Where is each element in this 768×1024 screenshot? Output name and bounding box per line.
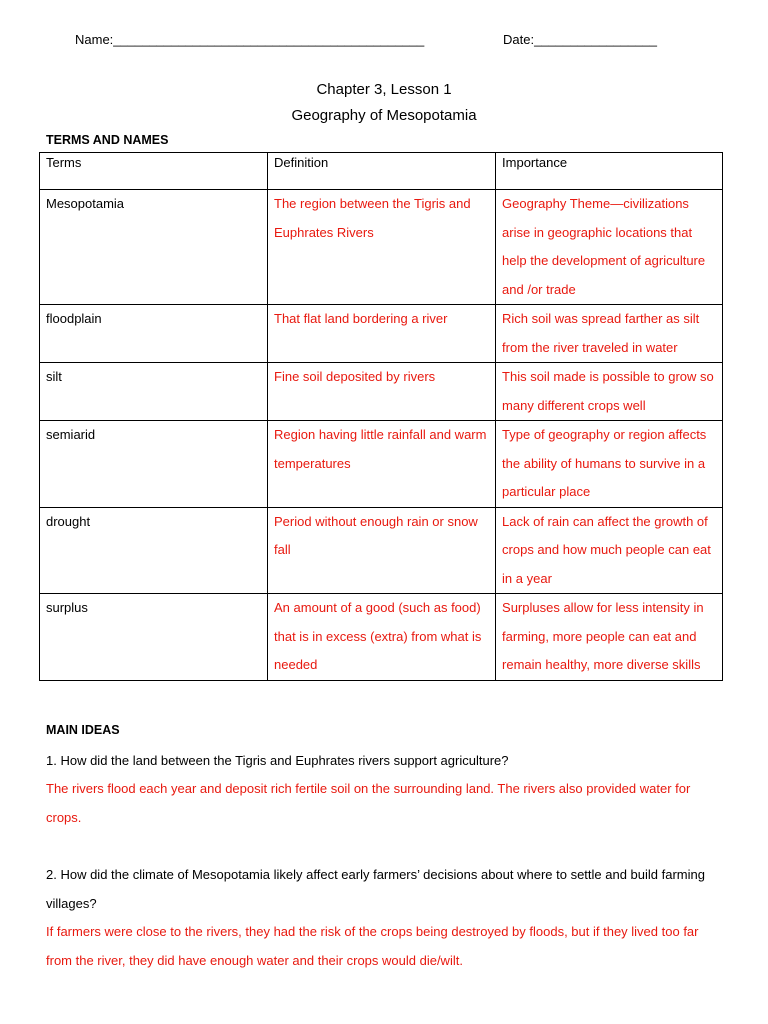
importance-cell: Geography Theme—civilizations arise in geographic locations that help the development of agriculture and /or trade <box>496 190 723 305</box>
importance-cell: Rich soil was spread farther as silt from the river traveled in water <box>496 305 723 363</box>
importance-cell: Type of geography or region affects the ability of humans to survive in a particular place <box>496 421 723 508</box>
definition-cell: Period without enough rain or snow fall <box>268 507 496 594</box>
term-cell: silt <box>40 363 268 421</box>
term-cell: floodplain <box>40 305 268 363</box>
definition-cell: An amount of a good (such as food) that is in excess (extra) from what is needed <box>268 594 496 681</box>
importance-cell: Lack of rain can affect the growth of crops and how much people can eat in a year <box>496 507 723 594</box>
definition-cell: Fine soil deposited by rivers <box>268 363 496 421</box>
table-header-row <box>40 153 723 190</box>
answer-2: If farmers were close to the rivers, they had the risk of the crops being destroyed by floods, but if they lived too far from the river, they did have enough water and their crops would die/wilt. <box>46 924 699 968</box>
question-2: 2. How did the climate of Mesopotamia likely affect early farmers’ decisions about where to settle and build farming villages? <box>46 867 705 911</box>
importance-cell: This soil made is possible to grow so many different crops well <box>496 363 723 421</box>
term-cell: surplus <box>40 594 268 681</box>
table-row <box>40 421 723 508</box>
main-ideas-heading: MAIN IDEAS <box>46 723 120 737</box>
column-header-terms: Terms <box>40 153 268 190</box>
table-row <box>40 594 723 681</box>
terms-table <box>39 152 723 681</box>
table-row <box>40 363 723 421</box>
header-row <box>75 32 695 50</box>
definition-cell: That flat land bordering a river <box>268 305 496 363</box>
chapter-title: Chapter 3, Lesson 1 <box>316 81 452 98</box>
definition-cell: Region having little rainfall and warm temperatures <box>268 421 496 508</box>
terms-section-heading: TERMS AND NAMES <box>46 133 169 147</box>
term-cell: semiarid <box>40 421 268 508</box>
question-1: 1. How did the land between the Tigris and Euphrates rivers support agriculture? <box>46 753 509 768</box>
name-field-label[interactable]: Name:___________________________________________ <box>75 32 425 47</box>
column-header-definition: Definition <box>268 153 496 190</box>
column-header-importance: Importance <box>496 153 723 190</box>
definition-cell: The region between the Tigris and Euphrates Rivers <box>268 190 496 305</box>
date-field-label[interactable]: Date:_________________ <box>503 32 657 47</box>
term-cell: drought <box>40 507 268 594</box>
table-row <box>40 507 723 594</box>
answer-1: The rivers flood each year and deposit rich fertile soil on the surrounding land. The rivers also provided water for crops. <box>46 781 691 825</box>
table-row <box>40 190 723 305</box>
term-cell: Mesopotamia <box>40 190 268 305</box>
lesson-title: Geography of Mesopotamia <box>291 107 477 124</box>
importance-cell: Surpluses allow for less intensity in farming, more people can eat and remain healthy, more diverse skills <box>496 594 723 681</box>
table-row <box>40 305 723 363</box>
